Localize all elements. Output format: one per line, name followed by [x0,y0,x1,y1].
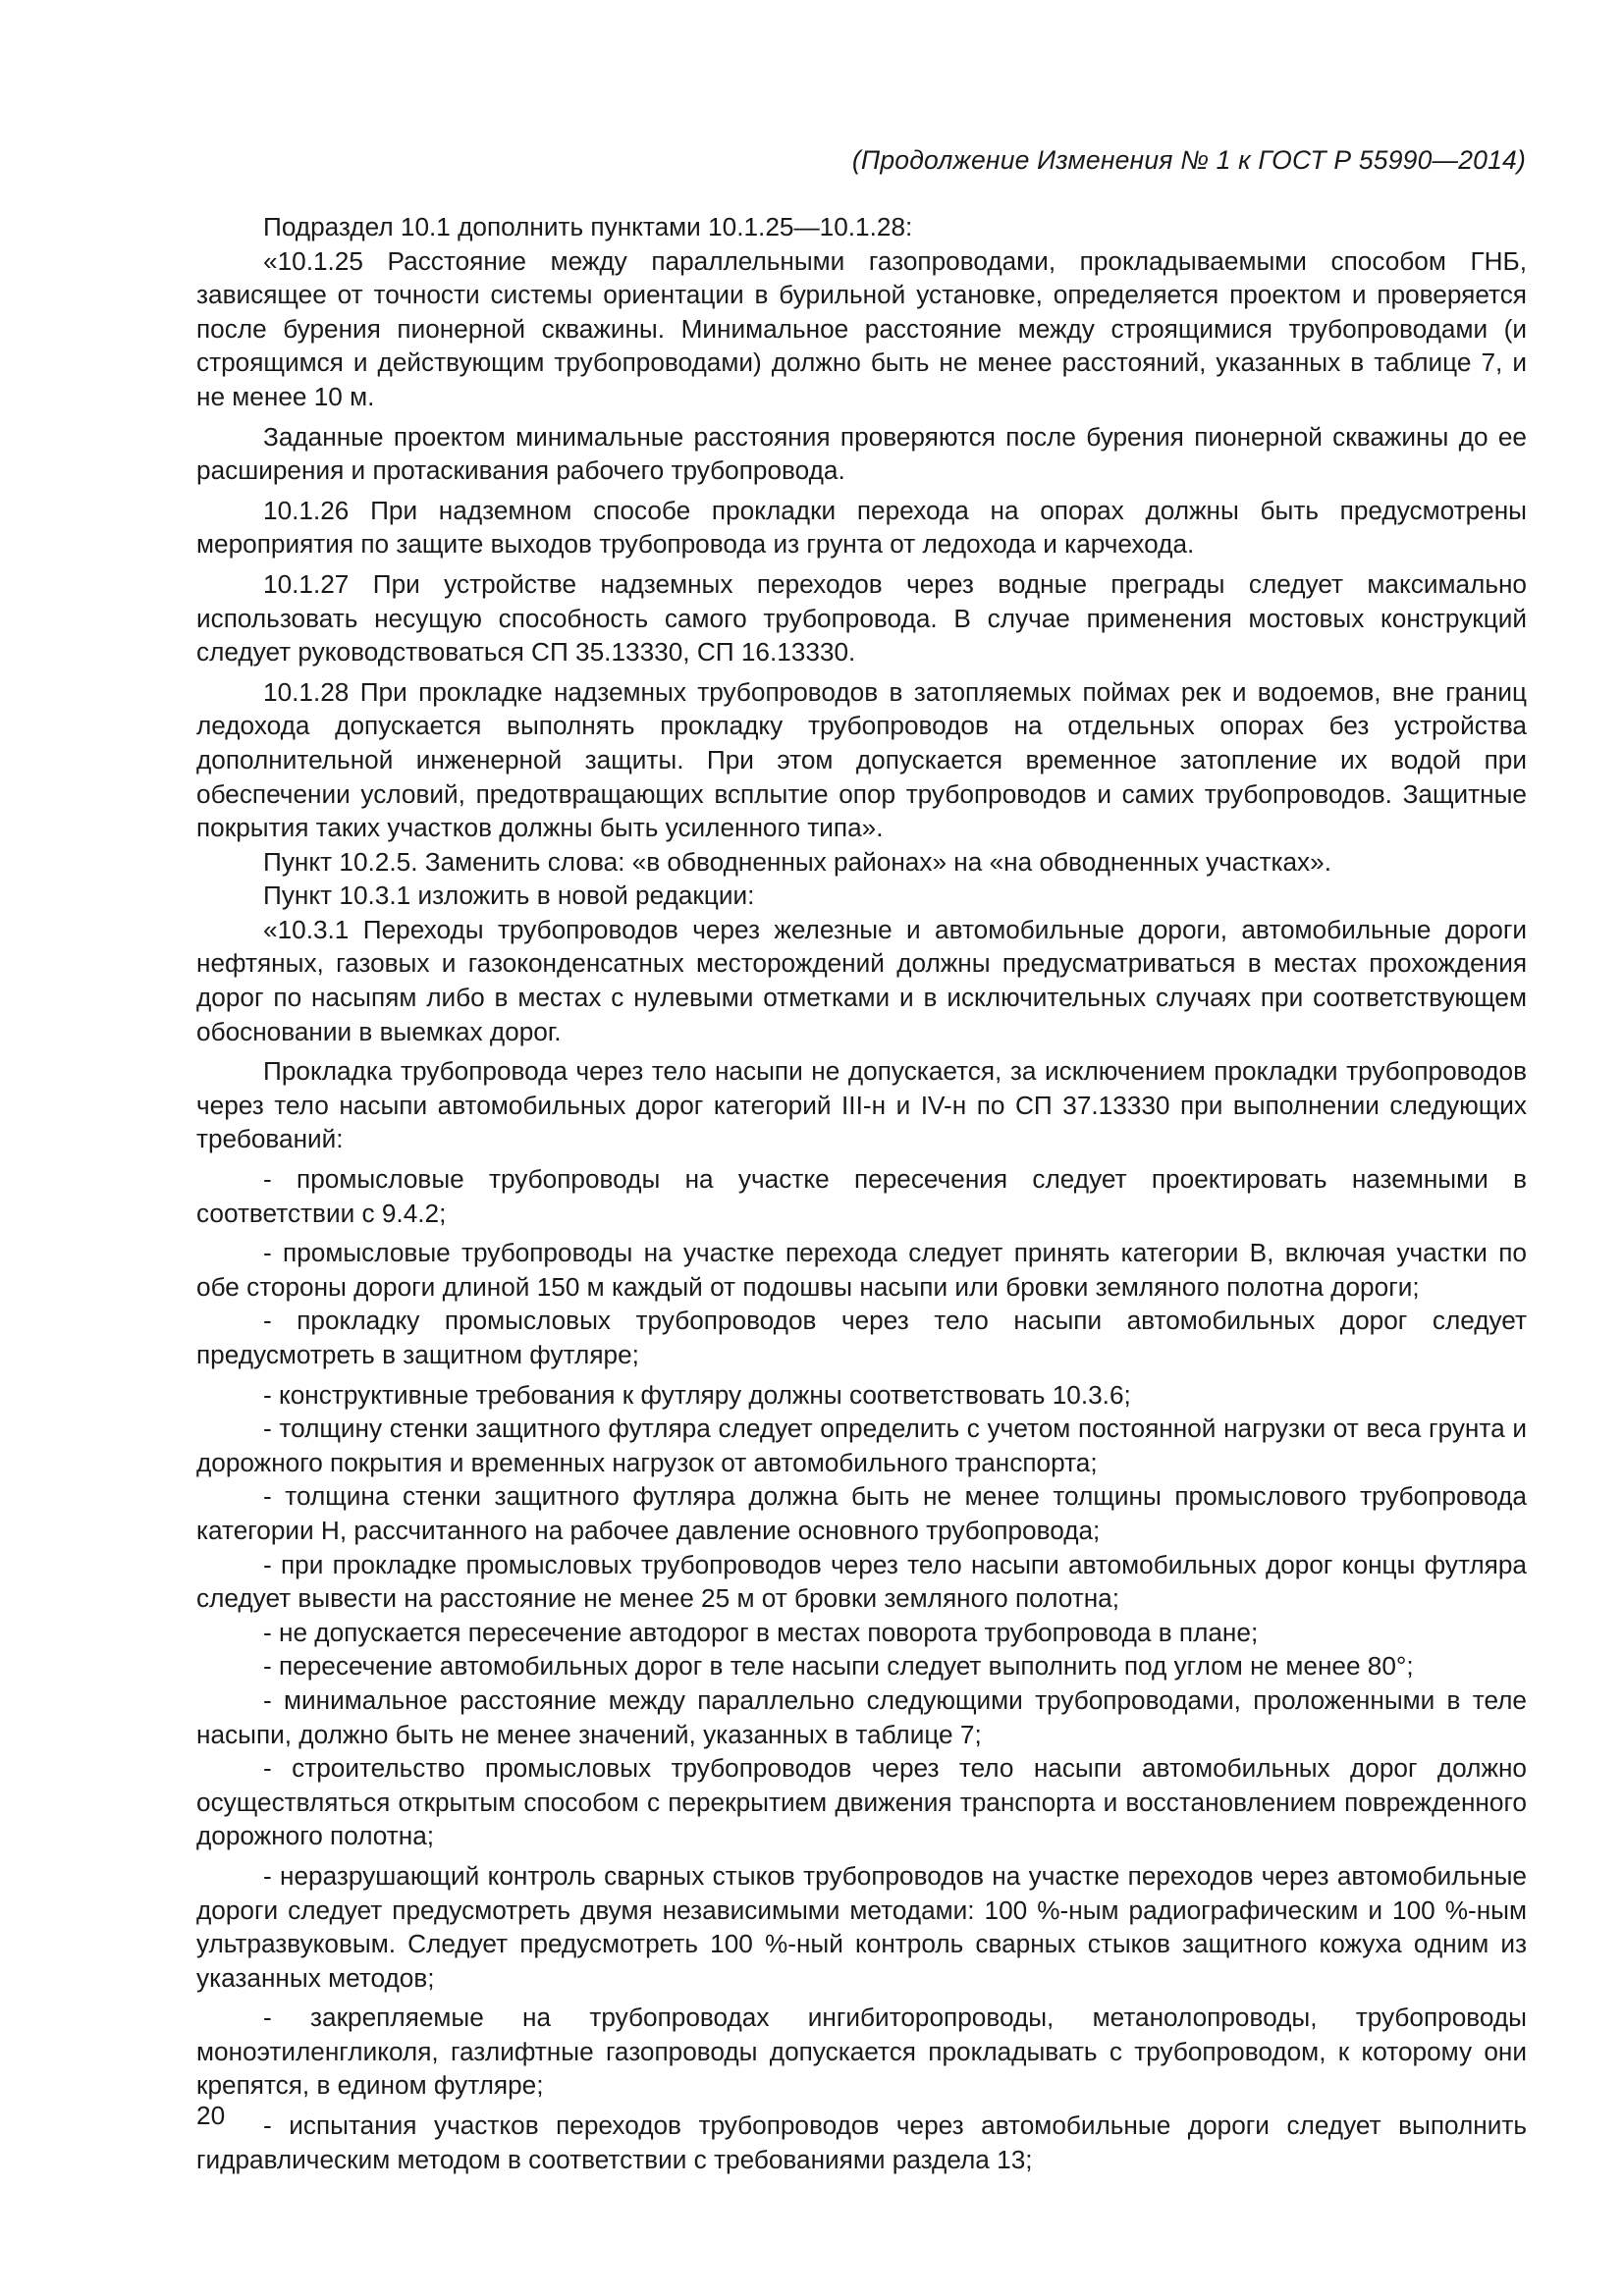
paragraph: 10.1.26 При надземном способе прокладки перехода на опорах должны быть предусмотрены мероприятия по защите выходов трубопровода из грунта от ледохода и карчехода. [196,495,1527,560]
list-item: - пересечение автомобильных дорог в теле насыпи следует выполнить под углом не менее 80°; [263,1651,1414,1682]
document-body [196,210,1527,2176]
paragraph: «10.3.1 Переходы трубопроводов через железные и автомобильные дороги, автомобильные дороги нефтяных, газовых и газоконденсатных месторождений должны предусматриваться в местах прохождения дорог по насыпям либо в местах с нулевыми отметками и в исключительных случаях при соответствующем обосновании в выемках дорог. [196,914,1527,1046]
paragraph: 10.1.28 При прокладке надземных трубопроводов в затопляемых поймах рек и водоемов, вне границ ледохода допускается выполнять прокладку трубопроводов на отдельных опорах без устройства дополнительной инженерной защиты. При этом допускается временное затопление их водой при обеспечении условий, предотвращающих всплытие опор трубопроводов и самих трубопроводов. Защитные покрытия таких участков должны быть усиленного типа». [196,676,1527,843]
paragraph: Заданные проектом минимальные расстояния проверяются после бурения пионерной скважины до ее расширения и протаскивания рабочего трубопровода. [196,421,1527,486]
list-item: - толщину стенки защитного футляра следует определить с учетом постоянной нагрузки от веса грунта и дорожного покрытия и временных нагрузок от автомобильного транспорта; [196,1414,1527,1477]
list-item: - промысловые трубопроводы на участке пересечения следует проектировать наземными в соответствии с 9.4.2; [196,1164,1527,1228]
page-number: 20 [196,2101,226,2130]
list-item: - строительство промысловых трубопроводов через тело насыпи автомобильных дорог должно осуществляться открытым способом с перекрытием движения транспорта и восстановлением поврежденного дорожного полотна; [196,1753,1527,1851]
list-item: - промысловые трубопроводы на участке перехода следует принять категории В, включая участки по обе стороны дороги длиной 150 м каждый от подошвы насыпи или бровки земляного полотна дороги; [196,1238,1527,1302]
paragraph: «10.1.25 Расстояние между параллельными газопроводами, прокладываемыми способом ГНБ, зависящее от точности системы ориентации в бурильной установке, определяется проектом и проверяется после бурения пионерной скважины. Минимальное расстояние между строящимися трубопроводами (и строящимся и действующим трубопроводами) должно быть не менее расстояний, указанных в таблице 7, и не менее 10 м. [196,245,1527,411]
list-item: - прокладку промысловых трубопроводов через тело насыпи автомобильных дорог следует предусмотреть в защитном футляре; [196,1306,1527,1369]
list-item: - минимальное расстояние между параллельно следующими трубопроводами, проложенными в теле насыпи, должно быть не менее значений, указанных в таблице 7; [196,1684,1527,1749]
list-item: - при прокладке промысловых трубопроводов через тело насыпи автомобильных дорог концы футляра следует вывести на расстояние не менее 25 м от бровки земляного полотна; [196,1549,1527,1614]
list-item: - не допускается пересечение автодорог в местах поворота трубопровода в плане; [263,1617,1259,1647]
list-item: - испытания участков переходов трубопроводов через автомобильные дороги следует выполнить гидравлическим методом в соответствии с требованиями раздела 13; [196,2110,1527,2174]
list-item: - неразрушающий контроль сварных стыков трубопроводов на участке переходов через автомобильные дороги следует предусмотреть двумя независимыми методами: 100 %-ным радиографическим и 100 %-ным ультразвуковым. Следует предусмотреть 100 %-ный контроль сварных стыков защитного кожуха одним из указанных методов; [196,1860,1527,1993]
list-item: - конструктивные требования к футляру должны соответствовать 10.3.6; [263,1379,1131,1410]
list-item: - толщина стенки защитного футляра должна быть не менее толщины промыслового трубопровода категории Н, рассчитанного на рабочее давление основного трубопровода; [196,1481,1527,1545]
paragraph: Прокладка трубопровода через тело насыпи не допускается, за исключением прокладки трубопроводов через тело насыпи автомобильных дорог категорий III-н и IV-н по СП 37.13330 при выполнении следующих требований: [196,1056,1527,1154]
running-header: (Продолжение Изменения № 1 к ГОСТ Р 55990—2014) [851,145,1526,175]
paragraph: Пункт 10.2.5. Заменить слова: «в обводненных районах» на «на обводненных участках». [263,846,1331,877]
paragraph: 10.1.27 При устройстве надземных переходов через водные преграды следует максимально использовать несущую способность самого трубопровода. В случае применения мостовых конструкций следует руководствоваться СП 35.13330, СП 16.13330. [196,568,1527,667]
paragraph: Пункт 10.3.1 изложить в новой редакции: [263,881,755,911]
paragraph: Подраздел 10.1 дополнить пунктами 10.1.25—10.1.28: [263,212,913,241]
list-item: - закрепляемые на трубопроводах ингибиторопроводы, метанолопроводы, трубопроводы моноэтиленгликоля, газлифтные газопроводы допускается прокладывать с трубопроводом, к которому они крепятся, в едином футляре; [196,2002,1527,2101]
